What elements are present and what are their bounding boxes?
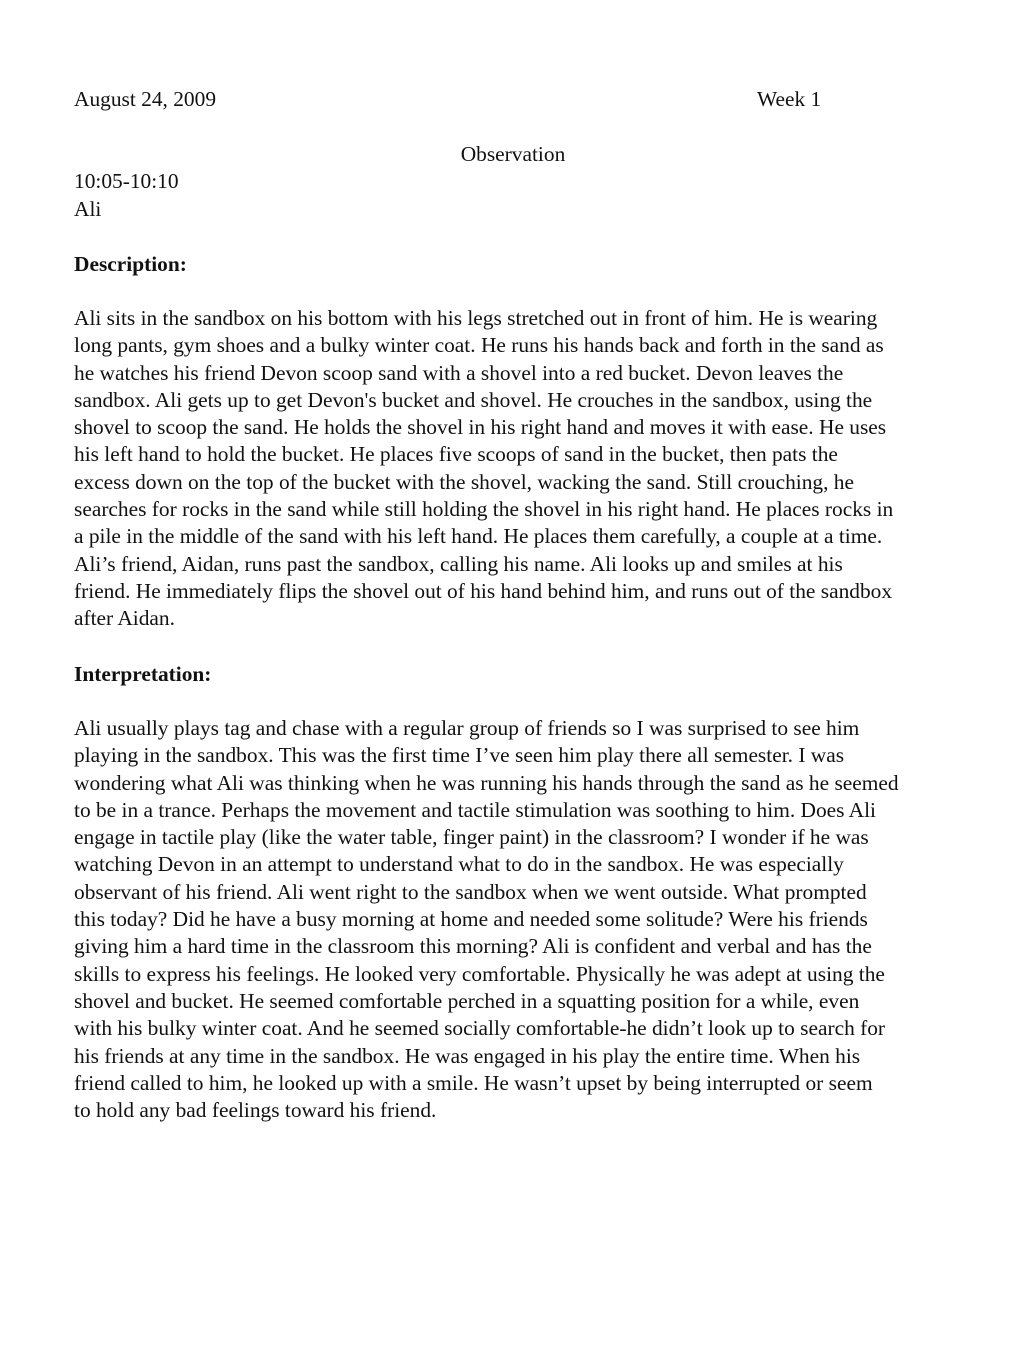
interpretation-paragraph: [74, 715, 964, 1124]
interpretation-line: shovel and bucket. He seemed comfortable perched in a squatting position for a while, even: [74, 988, 860, 1013]
description-paragraph: [74, 305, 964, 633]
interpretation-line: his friends at any time in the sandbox. He was engaged in his play the entire time. When his: [74, 1043, 861, 1068]
interpretation-line: watching Devon in an attempt to understand what to do in the sandbox. He was especially: [74, 852, 844, 877]
description-line: Ali’s friend, Aidan, runs past the sandbox, calling his name. Ali looks up and smiles at his: [74, 551, 843, 576]
interpretation-line: wondering what Ali was thinking when he was running his hands through the sand as he seemed: [74, 770, 899, 795]
description-heading: Description:: [74, 252, 187, 276]
observation-date: August 24, 2009: [74, 87, 217, 111]
interpretation-line: observant of his friend. Ali went right to the sandbox when we went outside. What prompted: [74, 879, 867, 904]
interpretation-line: Ali usually plays tag and chase with a regular group of friends so I was surprised to see him: [74, 716, 860, 740]
week-label: Week 1: [757, 87, 822, 111]
interpretation-line: with his bulky winter coat. And he seemed socially comfortable-he didn’t look up to search for: [74, 1016, 886, 1041]
child-name: Ali: [74, 197, 102, 221]
interpretation-line: engage in tactile play (like the water table, finger paint) in the classroom? I wonder if he was: [74, 825, 869, 850]
time-range: 10:05-10:10: [74, 169, 179, 193]
description-line: after Aidan.: [74, 606, 175, 631]
interpretation-line: giving him a hard time in the classroom this morning? Ali is confident and verbal and has the: [74, 934, 872, 959]
description-line: shovel to scoop the sand. He holds the shovel in his right hand and moves it with ease. He uses: [74, 415, 887, 440]
interpretation-heading: Interpretation:: [74, 662, 212, 686]
interpretation-line: this today? Did he have a busy morning at home and needed some solitude? Were his friends: [74, 907, 868, 932]
interpretation-line: friend called to him, he looked up with a smile. He wasn’t upset by being interrupted or seem: [74, 1070, 873, 1095]
interpretation-line: to be in a trance. Perhaps the movement and tactile stimulation was soothing to him. Does Ali: [74, 797, 876, 822]
description-line: friend. He immediately flips the shovel out of his hand behind him, and runs out of the sandbox: [74, 578, 893, 603]
description-line: searches for rocks in the sand while still holding the shovel in his right hand. He places rocks in: [74, 497, 894, 522]
interpretation-line: to hold any bad feelings toward his friend.: [74, 1098, 437, 1123]
interpretation-line: skills to express his feelings. He looked very comfortable. Physically he was adept at using the: [74, 961, 885, 986]
interpretation-line: playing in the sandbox. This was the first time I’ve seen him play there all semester. I was: [74, 743, 845, 768]
description-line: sandbox. Ali gets up to get Devon's bucket and shovel. He crouches in the sandbox, using the: [74, 387, 873, 412]
description-line: Ali sits in the sandbox on his bottom with his legs stretched out in front of him. He is wearing: [74, 306, 878, 330]
description-line: a pile in the middle of the sand with his left hand. He places them carefully, a couple at a time.: [74, 524, 883, 549]
description-line: his left hand to hold the bucket. He places five scoops of sand in the bucket, then pats the: [74, 442, 838, 467]
document-title: Observation: [460, 142, 566, 166]
description-line: excess down on the top of the bucket with the shovel, wacking the sand. Still crouching, he: [74, 469, 854, 494]
description-line: long pants, gym shoes and a bulky winter coat. He runs his hands back and forth in the sand as: [74, 333, 884, 358]
description-line: he watches his friend Devon scoop sand with a shovel into a red bucket. Devon leaves the: [74, 360, 844, 385]
